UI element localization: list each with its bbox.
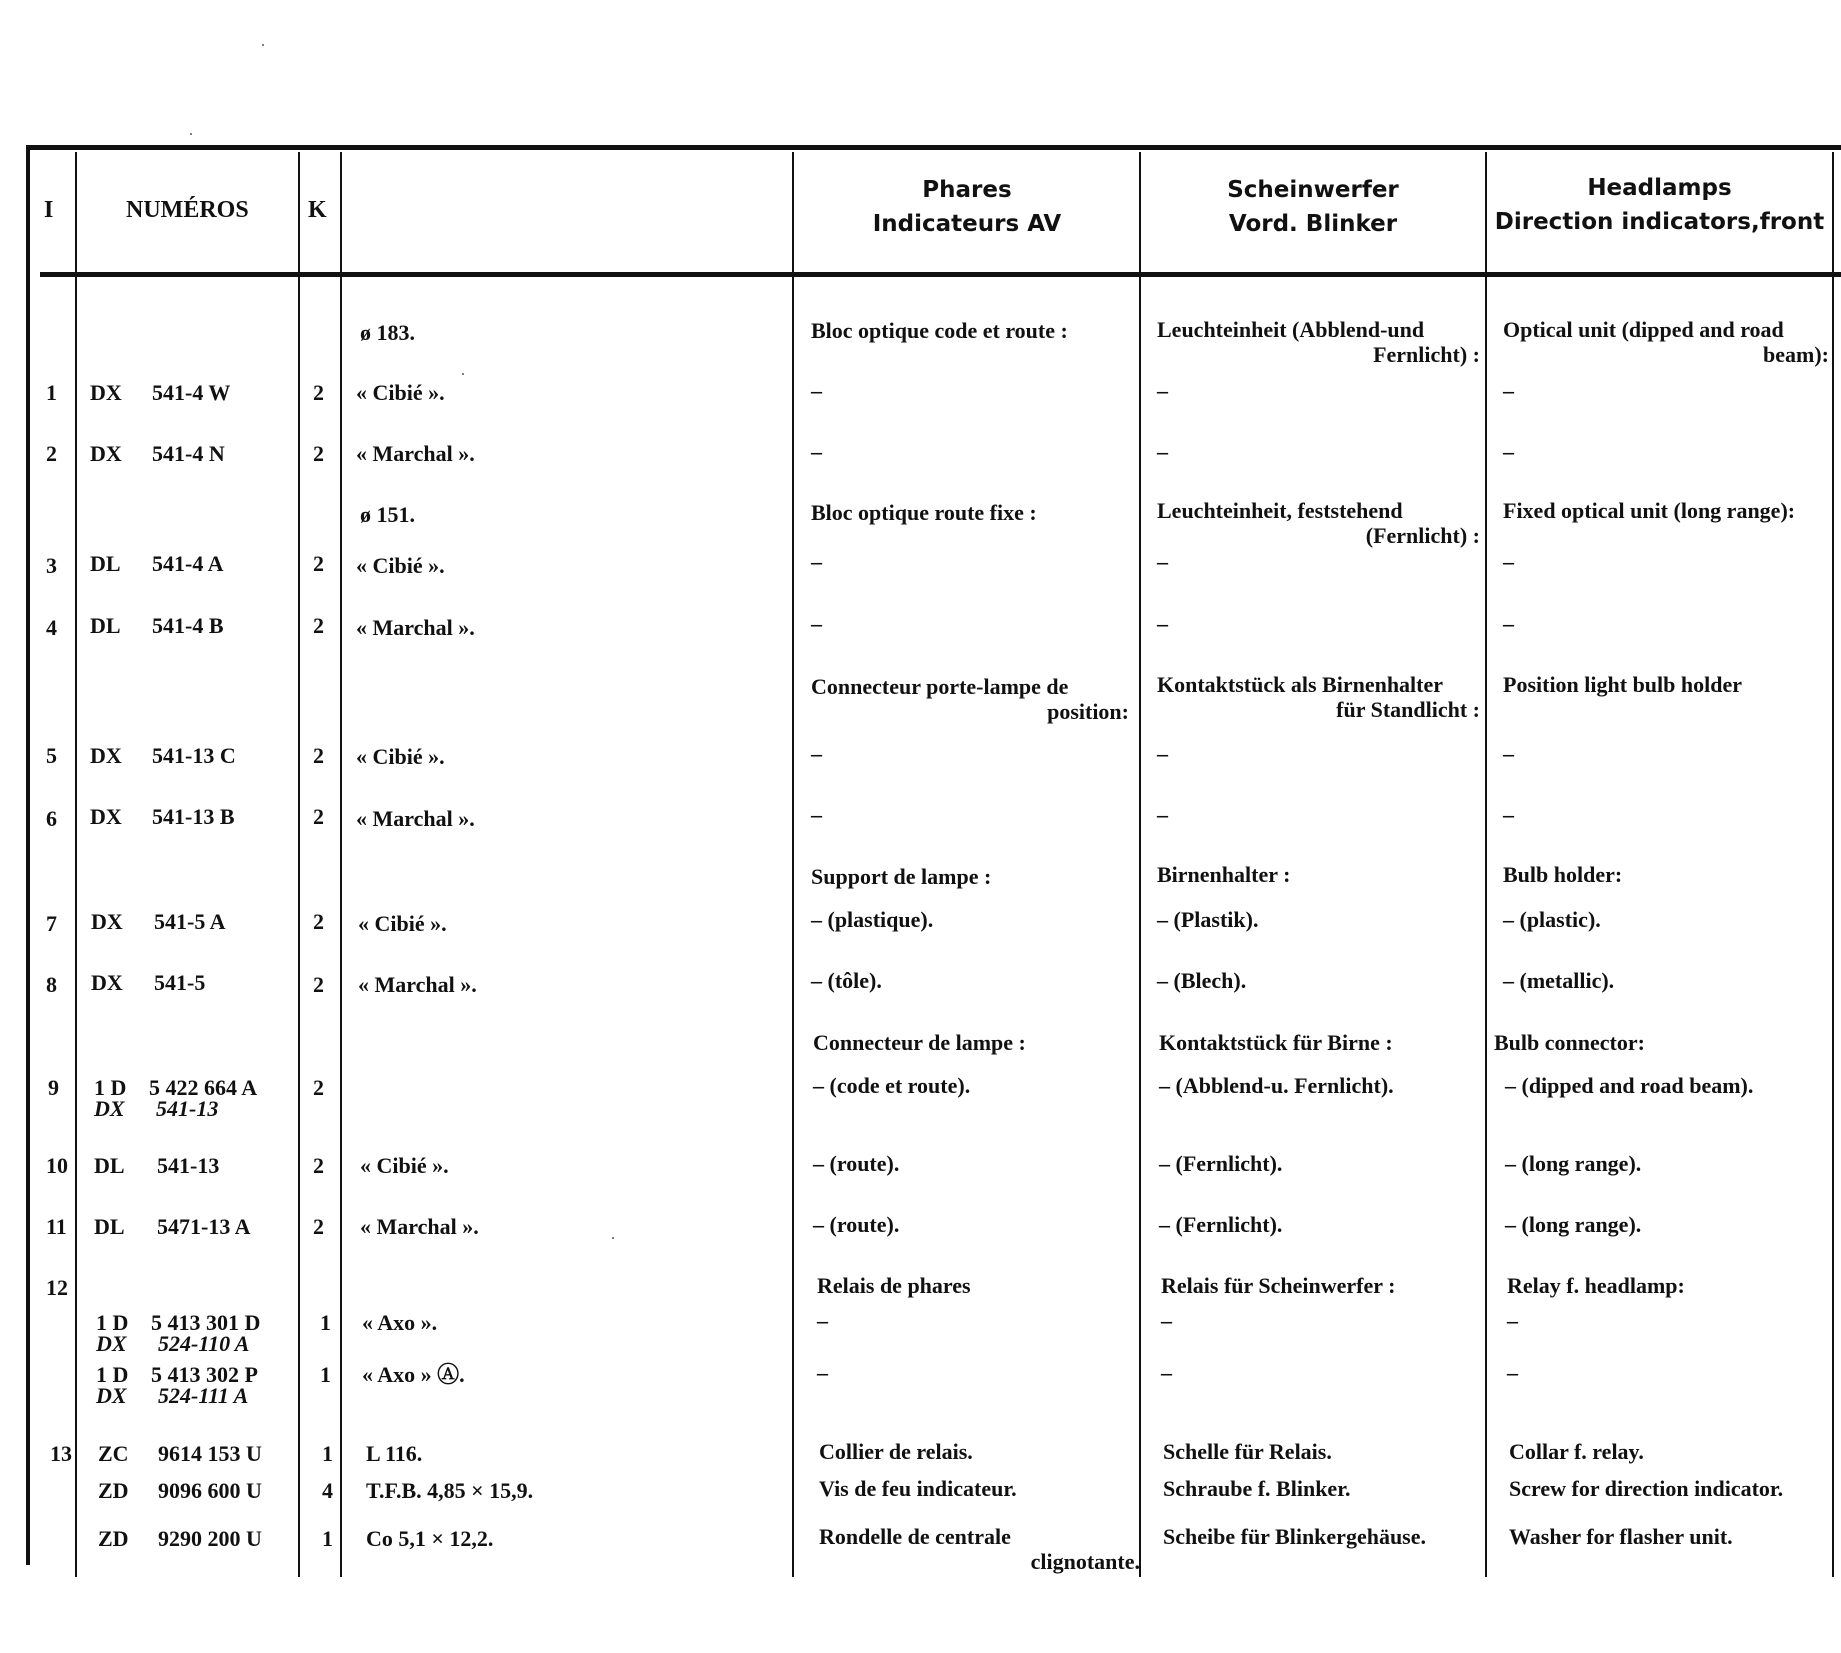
header-german-line2: Vord. Blinker [1228, 211, 1398, 237]
german-cell: – (Abblend-u. Fernlicht). [1159, 1073, 1394, 1098]
part-number: 541-13 [157, 1153, 220, 1178]
part-prefix-alt: DX [96, 1383, 127, 1408]
french-cell: Support de lampe : [811, 864, 992, 889]
french-cell: – [811, 611, 822, 636]
part-prefix: 1 D [96, 1362, 129, 1387]
english-cell: Position light bulb holder [1503, 672, 1743, 697]
quantity: 2 [313, 551, 324, 576]
row-index: 11 [46, 1214, 67, 1239]
german-cell: – [1157, 549, 1168, 574]
header-english-line1: Headlamps [1587, 175, 1732, 201]
french-cell: – [811, 378, 822, 403]
part-number: 541-5 [154, 970, 206, 995]
french-cell: – [811, 549, 822, 574]
row-index: 1 [46, 380, 57, 405]
column-divider [298, 152, 300, 1577]
german-cell: – [1157, 802, 1168, 827]
quantity: 2 [313, 1153, 324, 1178]
header-french-line1: Phares [922, 177, 1012, 203]
english-cell: beam): [1763, 342, 1829, 367]
table-left-border [26, 145, 30, 1565]
french-cell: – (plastique). [811, 907, 934, 932]
german-cell: – [1157, 611, 1168, 636]
french-cell: – (code et route). [813, 1073, 971, 1098]
german-cell: Relais für Scheinwerfer : [1161, 1273, 1396, 1298]
table-top-rule [26, 145, 1841, 150]
header-english [1487, 171, 1832, 239]
spec-cell: ø 151. [360, 502, 415, 527]
english-cell: – [1503, 378, 1514, 403]
quantity: 2 [313, 441, 324, 466]
spec-cell: « Cibié ». [356, 553, 445, 578]
row-index: 3 [46, 553, 57, 578]
spec-cell: « Marchal ». [356, 806, 475, 831]
english-cell: Collar f. relay. [1509, 1439, 1644, 1464]
part-number: 5 413 301 D [151, 1310, 261, 1335]
spec-cell: « Axo » Ⓐ. [362, 1362, 465, 1387]
header-french [795, 173, 1139, 241]
row-index: 10 [46, 1153, 68, 1178]
french-cell: – [811, 741, 822, 766]
german-cell: Schraube f. Blinker. [1163, 1476, 1351, 1501]
quantity: 2 [313, 743, 324, 768]
part-prefix: DX [90, 441, 122, 466]
quantity: 2 [313, 909, 324, 934]
german-cell: Birnenhalter : [1157, 862, 1291, 887]
german-cell: – [1161, 1308, 1172, 1333]
german-cell: – [1157, 378, 1168, 403]
part-prefix: 1 D [94, 1075, 127, 1100]
french-cell: Rondelle de centrale [819, 1524, 1011, 1549]
part-number: 541-13 B [152, 804, 235, 829]
english-cell: – [1503, 439, 1514, 464]
part-prefix: DX [91, 909, 123, 934]
french-cell: Bloc optique route fixe : [811, 500, 1037, 525]
german-cell: Scheibe für Blinkergehäuse. [1163, 1524, 1427, 1549]
french-cell: – (route). [813, 1151, 900, 1176]
row-index: 4 [46, 615, 57, 640]
french-cell: Connecteur de lampe : [813, 1030, 1026, 1055]
column-divider [340, 152, 342, 1577]
french-cell: Bloc optique code et route : [811, 318, 1068, 343]
french-cell: Connecteur porte-lampe de [811, 674, 1069, 699]
part-number-alt: 541-13 [156, 1096, 219, 1121]
part-prefix: DX [90, 804, 122, 829]
row-index: 2 [46, 441, 57, 466]
english-cell: – [1507, 1308, 1518, 1333]
english-cell: – (plastic). [1503, 907, 1601, 932]
english-cell: Washer for flasher unit. [1509, 1524, 1733, 1549]
french-cell: – [811, 802, 822, 827]
part-prefix: DX [90, 743, 122, 768]
french-cell: position: [1047, 699, 1129, 724]
part-prefix: DL [94, 1214, 125, 1239]
spec-cell: « Cibié ». [356, 380, 445, 405]
row-index: 5 [46, 743, 57, 768]
row-index: 8 [46, 972, 57, 997]
part-number-alt: 524-110 A [158, 1331, 250, 1356]
spec-cell: L 116. [366, 1441, 423, 1466]
english-cell: – (long range). [1505, 1151, 1642, 1176]
row-index: 12 [46, 1275, 68, 1300]
spec-cell: « Marchal ». [360, 1214, 479, 1239]
quantity: 2 [313, 1214, 324, 1239]
header-i: I [44, 197, 54, 223]
spec-cell: « Cibié ». [360, 1153, 449, 1178]
english-cell: – (long range). [1505, 1212, 1642, 1237]
scan-speck [262, 44, 264, 46]
english-cell: Relay f. headlamp: [1507, 1273, 1685, 1298]
french-cell: – [817, 1308, 828, 1333]
quantity: 1 [322, 1526, 333, 1551]
part-prefix: ZD [98, 1478, 129, 1503]
french-cell: – [811, 439, 822, 464]
quantity: 1 [320, 1362, 331, 1387]
german-cell: für Standlicht : [1336, 697, 1480, 722]
english-cell: Bulb connector: [1494, 1030, 1645, 1055]
english-cell: Bulb holder: [1503, 862, 1623, 887]
row-index: 9 [48, 1075, 59, 1100]
english-cell: – [1503, 741, 1514, 766]
german-cell: Kontaktstück als Birnenhalter [1157, 672, 1444, 697]
spec-cell: « Axo ». [362, 1310, 438, 1335]
german-cell: – (Fernlicht). [1159, 1151, 1283, 1176]
part-prefix: 1 D [96, 1310, 129, 1335]
french-cell: clignotante. [1030, 1549, 1140, 1574]
part-number: 541-13 C [152, 743, 236, 768]
french-cell: Relais de phares [817, 1273, 971, 1298]
part-prefix: DL [90, 551, 121, 576]
header-german [1141, 173, 1485, 241]
german-cell: – [1161, 1360, 1172, 1385]
part-prefix: ZC [98, 1441, 129, 1466]
part-number: 541-4 A [152, 551, 224, 576]
column-divider [1832, 152, 1834, 1577]
quantity: 1 [322, 1441, 333, 1466]
column-divider [1139, 152, 1141, 1577]
row-index: 13 [50, 1441, 72, 1466]
spec-cell: « Marchal ». [356, 441, 475, 466]
scan-speck [612, 1237, 614, 1239]
part-prefix: DX [91, 970, 123, 995]
german-cell: Leuchteinheit (Abblend-und [1157, 317, 1425, 342]
part-prefix: DL [94, 1153, 125, 1178]
german-cell: – [1157, 439, 1168, 464]
spec-cell: ø 183. [360, 320, 415, 345]
row-index: 7 [46, 911, 57, 936]
part-prefix: DL [90, 613, 121, 638]
german-cell: – [1157, 741, 1168, 766]
english-cell: – [1503, 611, 1514, 636]
english-cell: Screw for direction indicator. [1509, 1476, 1784, 1501]
spec-cell: Co 5,1 × 12,2. [366, 1526, 494, 1551]
quantity: 4 [322, 1478, 333, 1503]
french-cell: – (tôle). [811, 968, 882, 993]
scan-speck [190, 133, 192, 135]
part-prefix: DX [90, 380, 122, 405]
spec-cell: T.F.B. 4,85 × 15,9. [366, 1478, 534, 1503]
part-number: 5 413 302 P [151, 1362, 258, 1387]
part-prefix-alt: DX [96, 1331, 127, 1356]
german-cell: Fernlicht) : [1373, 342, 1480, 367]
quantity: 2 [313, 1075, 324, 1100]
german-cell: Kontaktstück für Birne : [1159, 1030, 1393, 1055]
part-number: 541-4 W [152, 380, 231, 405]
header-english-line2: Direction indicators,front [1494, 209, 1825, 235]
header-numeros: NUMÉROS [126, 197, 249, 223]
english-cell: – (metallic). [1503, 968, 1615, 993]
header-bottom-rule [40, 272, 1841, 277]
column-divider [1485, 152, 1487, 1577]
part-number: 541-4 N [152, 441, 225, 466]
part-number: 541-5 A [154, 909, 226, 934]
french-cell: – [817, 1360, 828, 1385]
spec-cell: « Marchal ». [358, 972, 477, 997]
german-cell: (Fernlicht) : [1365, 523, 1480, 548]
quantity: 2 [313, 613, 324, 638]
german-cell: Schelle für Relais. [1163, 1439, 1332, 1464]
part-number: 5 422 664 A [149, 1075, 258, 1100]
german-cell: Leuchteinheit, feststehend [1157, 498, 1403, 523]
english-cell: – [1507, 1360, 1518, 1385]
french-cell: Collier de relais. [819, 1439, 973, 1464]
french-cell: Vis de feu indicateur. [819, 1476, 1017, 1501]
english-cell: – (dipped and road beam). [1505, 1073, 1754, 1098]
quantity: 2 [313, 804, 324, 829]
german-cell: – (Plastik). [1157, 907, 1259, 932]
header-k: K [308, 197, 327, 223]
part-prefix-alt: DX [94, 1096, 125, 1121]
column-divider [792, 152, 794, 1577]
spec-cell: « Cibié ». [356, 744, 445, 769]
row-index: 6 [46, 806, 57, 831]
french-cell: – (route). [813, 1212, 900, 1237]
quantity: 2 [313, 972, 324, 997]
spec-cell: « Marchal ». [356, 615, 475, 640]
english-cell: – [1503, 549, 1514, 574]
part-number: 541-4 B [152, 613, 224, 638]
german-cell: – (Fernlicht). [1159, 1212, 1283, 1237]
part-number: 9290 200 U [158, 1526, 262, 1551]
header-german-line1: Scheinwerfer [1227, 177, 1399, 203]
english-cell: – [1503, 802, 1514, 827]
scan-speck [462, 373, 464, 375]
quantity: 2 [313, 380, 324, 405]
english-cell: Fixed optical unit (long range): [1503, 498, 1796, 523]
part-number: 9096 600 U [158, 1478, 262, 1503]
german-cell: – (Blech). [1157, 968, 1247, 993]
part-number-alt: 524-111 A [158, 1383, 249, 1408]
header-french-line2: Indicateurs AV [872, 211, 1062, 237]
column-divider [75, 152, 77, 1577]
spec-cell: « Cibié ». [358, 911, 447, 936]
part-number: 5471-13 A [157, 1214, 251, 1239]
part-number: 9614 153 U [158, 1441, 262, 1466]
english-cell: Optical unit (dipped and road [1503, 317, 1784, 342]
quantity: 1 [320, 1310, 331, 1335]
part-prefix: ZD [98, 1526, 129, 1551]
